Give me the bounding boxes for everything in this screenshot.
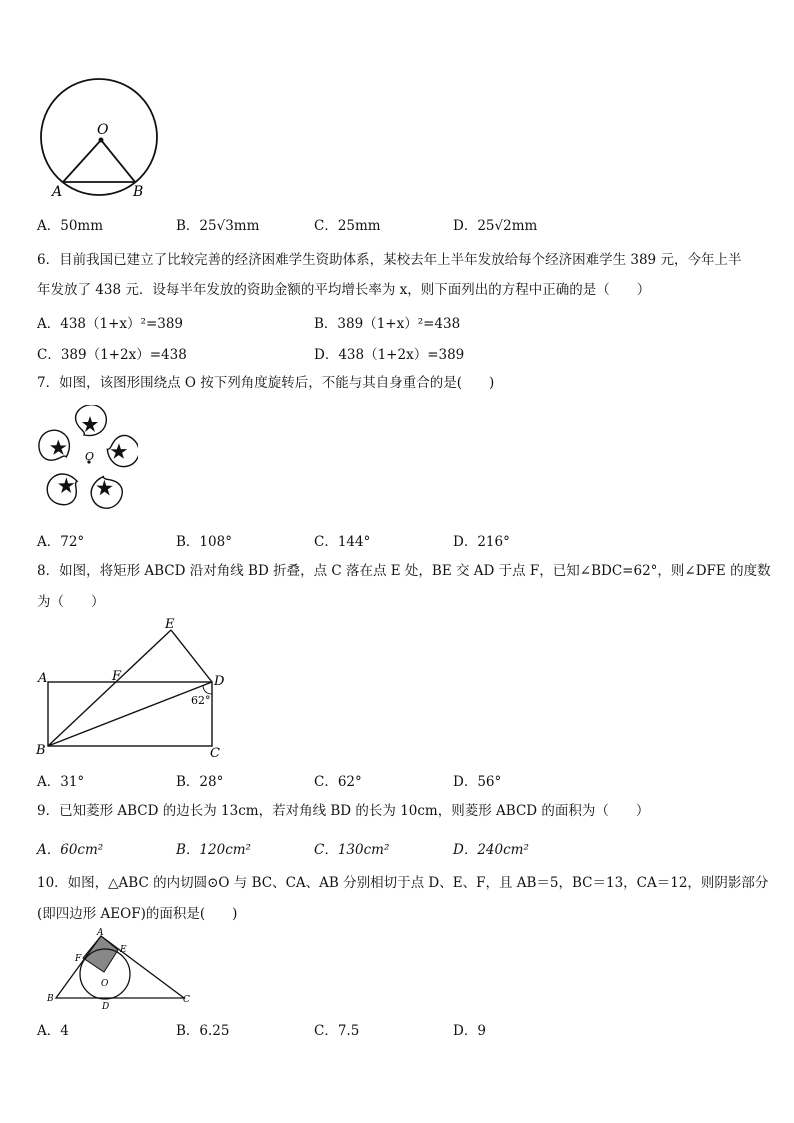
q6-option-d[interactable]: D．438（1+2x）=389 xyxy=(314,347,465,363)
q7-option-d[interactable]: D．216° xyxy=(453,534,510,550)
q10-label-E: E xyxy=(120,945,127,955)
q6-stem-line1: 6．目前我国已建立了比较完善的经济困难学生资助体系，某校去年上半年发放给每个经济困难学生 389 元，今年上半 xyxy=(37,252,742,268)
q5-circle-figure xyxy=(36,78,164,202)
q10-label-A: A xyxy=(97,928,104,938)
q7-leaf-4 xyxy=(41,468,84,511)
q8-angle-label: 62° xyxy=(191,694,211,707)
q8-label-A: A xyxy=(38,671,48,686)
q10-incircle-figure xyxy=(44,926,194,1012)
q8-label-B: B xyxy=(36,743,46,758)
q7-leaf-5 xyxy=(38,426,74,465)
q10-stem-line1: 10．如图，△ABC 的内切圆⊙O 与 BC、CA、AB 分别相切于点 D、E、F，且 AB＝5，BC＝13，CA＝12，则阴影部分 xyxy=(37,875,769,891)
q10-label-C: C xyxy=(183,995,190,1005)
q8-line-BE xyxy=(48,630,171,746)
q8-label-C: C xyxy=(210,746,220,760)
q8-label-F: F xyxy=(112,669,122,684)
q6-option-c[interactable]: C．389（1+2x）=438 xyxy=(37,347,187,363)
q10-option-c[interactable]: C．7.5 xyxy=(314,1023,360,1039)
q7-option-b[interactable]: B．108° xyxy=(176,534,232,550)
q5-center-dot xyxy=(99,138,104,143)
q5-option-a[interactable]: A．50mm xyxy=(37,218,104,234)
q5-label-O: O xyxy=(97,122,109,138)
q7-leaf-2 xyxy=(104,432,138,471)
q7-leaf-3 xyxy=(85,471,128,511)
q7-rotational-figure xyxy=(38,405,138,511)
q7-stem-line1: 7．如图，该图形围绕点 O 按下列角度旋转后，不能与其自身重合的是( ) xyxy=(37,375,495,391)
q7-option-c[interactable]: C．144° xyxy=(314,534,371,550)
q9-option-d[interactable]: D．240cm² xyxy=(453,842,529,858)
q7-leaf-1 xyxy=(76,405,107,436)
q7-label-O: O xyxy=(85,450,95,463)
q10-option-a[interactable]: A．4 xyxy=(37,1023,69,1039)
q5-label-A: A xyxy=(52,184,63,200)
q9-option-c[interactable]: C．130cm² xyxy=(314,842,390,858)
q6-stem-line2: 年发放了 438 元．设每半年发放的资助金额的平均增长率为 x，则下面列出的方程中正确的是（ ） xyxy=(37,282,651,298)
q5-label-B: B xyxy=(133,184,144,200)
q8-angle-arc xyxy=(203,686,212,694)
q8-label-D: D xyxy=(214,674,225,689)
q8-option-c[interactable]: C．62° xyxy=(314,774,362,790)
q5-line-OA xyxy=(63,140,101,182)
q7-option-a[interactable]: A．72° xyxy=(37,534,85,550)
q10-option-d[interactable]: D．9 xyxy=(453,1023,486,1039)
q5-option-c[interactable]: C．25mm xyxy=(314,218,381,234)
q10-label-O: O xyxy=(101,979,109,989)
q10-option-b[interactable]: B．6.25 xyxy=(176,1023,230,1039)
q5-option-d[interactable]: D．25√2mm xyxy=(453,218,538,234)
q8-option-a[interactable]: A．31° xyxy=(37,774,85,790)
q6-option-b[interactable]: B．389（1+x）²=438 xyxy=(314,316,461,332)
q8-stem-line2: 为（ ） xyxy=(37,594,105,610)
q9-stem-line1: 9．已知菱形 ABCD 的边长为 13cm，若对角线 BD 的长为 10cm，则菱形 ABCD 的面积为（ ） xyxy=(37,803,650,819)
q10-label-D: D xyxy=(102,1002,110,1012)
q5-option-b[interactable]: B．25√3mm xyxy=(176,218,260,234)
q8-line-ED xyxy=(171,630,212,682)
q5-line-OB xyxy=(101,140,135,182)
q8-option-b[interactable]: B．28° xyxy=(176,774,224,790)
q8-label-E: E xyxy=(165,617,175,632)
q8-rectangle-figure xyxy=(34,614,234,760)
q10-label-F: F xyxy=(75,954,82,964)
q8-stem-line1: 8．如图，将矩形 ABCD 沿对角线 BD 折叠，点 C 落在点 E 处，BE 交 AD 于点 F，已知∠BDC=62°，则∠DFE 的度数 xyxy=(37,563,771,579)
q6-option-a[interactable]: A．438（1+x）²=389 xyxy=(37,316,184,332)
q10-stem-line2: (即四边形 AEOF)的面积是( ) xyxy=(37,906,238,922)
q9-option-b[interactable]: B．120cm² xyxy=(176,842,251,858)
q8-diagonal-BD xyxy=(48,682,212,746)
q10-label-B: B xyxy=(47,994,54,1004)
q9-option-a[interactable]: A．60cm² xyxy=(37,842,104,858)
q8-option-d[interactable]: D．56° xyxy=(453,774,502,790)
